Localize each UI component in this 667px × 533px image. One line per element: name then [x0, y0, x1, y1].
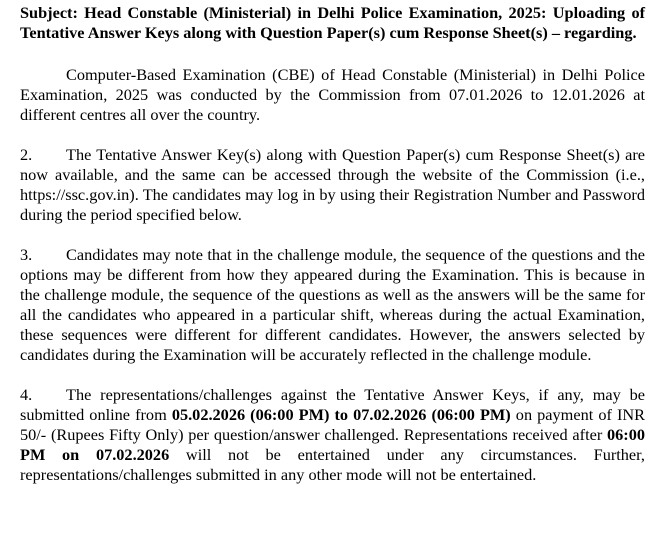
paragraph-3-number: 3. [20, 245, 33, 264]
paragraph-2-number: 2. [20, 145, 33, 164]
paragraph-4-text-part3: will not be entertained under any circumstances. Further, representations/challenges submitted in any other mode will not be entertained. [20, 445, 645, 484]
subject-heading: Subject: Head Constable (Ministerial) in Delhi Police Examination, 2025: Uploading of Tentative Answer Keys along with Question Paper(s) cum Response Sheet(s) – regarding. [20, 3, 645, 42]
paragraph-1 [20, 65, 645, 125]
challenge-deadline: 06:00 PM on 07.02.2026 [20, 425, 645, 464]
paragraph-4-text-part1: The representations/challenges against the Tentative Answer Keys, if any, may be submitted online from [20, 385, 645, 424]
challenge-window-dates: 05.02.2026 (06:00 PM) to 07.02.2026 (06:00 PM) [171, 405, 511, 424]
paragraph-2-text: The Tentative Answer Key(s) along with Question Paper(s) cum Response Sheet(s) are now available, and the same can be accessed through the website of the Commission (i.e., https://ssc.gov.in). The candidates may log in by using their Registration Number and Password during the period specified below. [20, 145, 645, 224]
paragraph-4-number: 4. [20, 385, 33, 404]
paragraph-4-text-part2: on payment of INR 50/- (Rupees Fifty Only) per question/answer challenged. Representations received after [20, 405, 646, 444]
paragraph-2 [20, 145, 645, 225]
paragraph-3 [20, 245, 645, 365]
paragraph-3-text: Candidates may note that in the challenge module, the sequence of the questions and the options may be different from how they appeared during the Examination. This is because in the challenge module, the sequence of the questions as well as the answers will be the same for all the candidates who appeared in a particular shift, whereas during the actual Examination, these sequences were different for different candidates. However, the answers selected by candidates during the Examination will be accurately reflected in the challenge module. [20, 245, 645, 364]
paragraph-4 [20, 385, 645, 485]
paragraph-1-text: Computer-Based Examination (CBE) of Head Constable (Ministerial) in Delhi Police Examination, 2025 was conducted by the Commission from 07.01.2026 to 12.01.2026 at different centres all over the country. [20, 65, 645, 124]
